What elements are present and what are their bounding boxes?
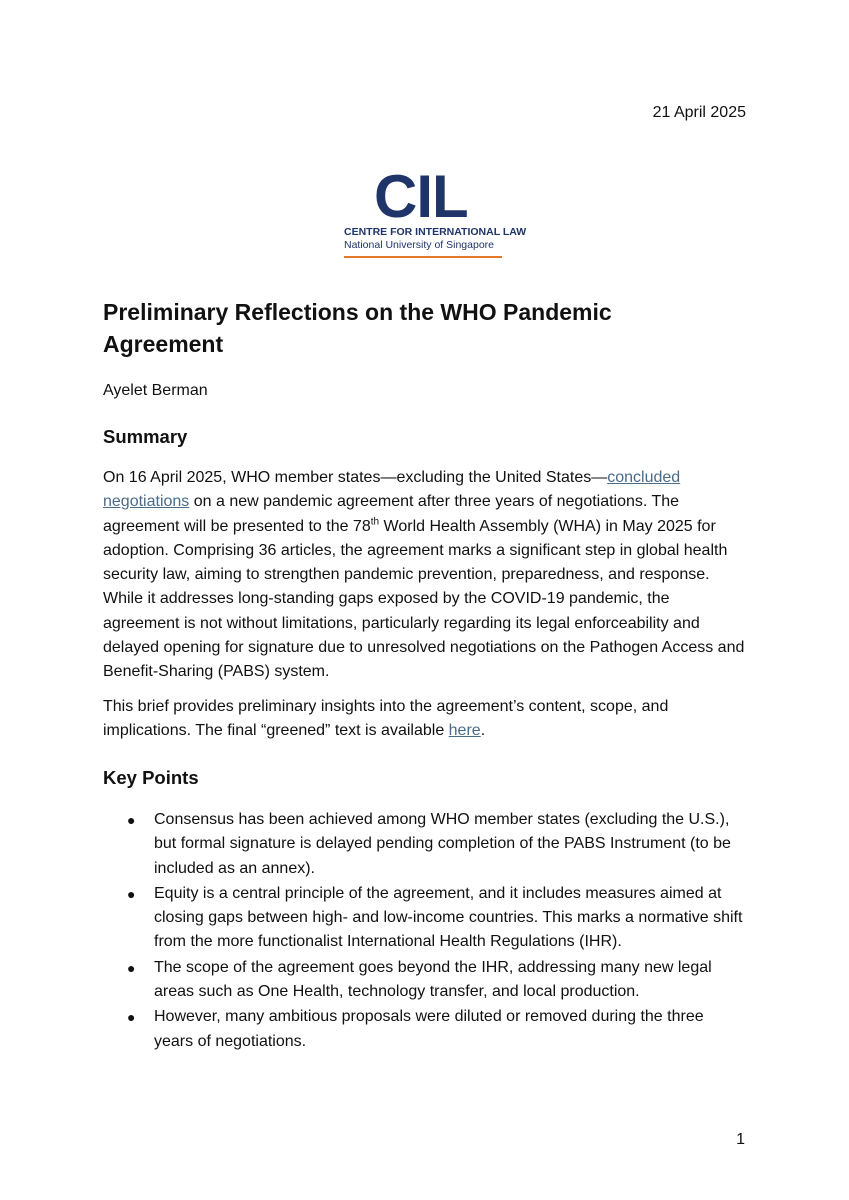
greened-text-link[interactable]: here [448,722,481,740]
summary-text: On 16 April 2025, WHO member states—excluding the United States— [103,469,608,486]
cil-logo [344,163,527,258]
list-item [127,956,747,1005]
logo-org-name: CENTRE FOR INTERNATIONAL LAW [344,226,527,238]
logo-mark: CIL [374,163,468,230]
logo-university: National University of Singapore [344,239,494,251]
document-title: Preliminary Reflections on the WHO Pandemic Agreement [103,299,612,357]
ordinal-superscript: th [370,516,380,528]
list-item-text: Consensus has been achieved among WHO member states (excluding the U.S.), but formal signature is delayed pending completion of the PABS Instrument (to be included as an annex). [154,811,731,877]
list-item [127,882,747,955]
bullet-icon: ● [127,812,136,828]
key-points-list [127,808,747,1055]
bullet-icon: ● [127,1009,136,1026]
summary-text: This brief provides preliminary insights into the agreement’s content, scope, and implications. The final “greened” text is available [103,698,669,740]
logo-underline [344,256,502,258]
list-item-text: However, many ambitious proposals were diluted or removed during the three years of negotiations. [154,1008,704,1050]
list-item-text: The scope of the agreement goes beyond the IHR, addressing many new legal areas such as One Health, technology transfer, and local production. [154,958,712,1001]
summary-paragraph-1 [103,466,748,685]
summary-text: World Health Assembly (WHA) in May 2025 for adoption. Comprising 36 articles, the agreement marks a significant step in global health security law, aiming to strengthen pandemic prevention, preparedness, and response. While it addresses long-standing gaps exposed by the COVID-19 pandemic, the agreement is not without limitations, particularly regarding its legal enforceability and delayed opening for signature due to unresolved negotiations on the Pathogen Access and Benefit-Sharing (PABS) system. [103,517,745,681]
document-author: Ayelet Berman [103,382,208,399]
list-item [127,808,747,881]
summary-text: . [480,722,486,740]
bullet-icon: ● [127,959,136,976]
summary-paragraph-2 [103,695,748,744]
page-number: 1 [736,1131,745,1148]
bullet-icon: ● [127,885,136,902]
concluded-negotiations-link[interactable]: concluded negotiations [103,469,681,511]
summary-text: on a new pandemic agreement after three years of negotiations. The agreement will be presented to the 78 [103,493,680,535]
list-item-text: Equity is a central principle of the agreement, and it includes measures aimed at closing gaps between high- and low-income countries. This marks a normative shift from the more functionalist International Health Regulations (IHR). [154,884,743,951]
summary-heading: Summary [103,426,188,447]
key-points-heading: Key Points [103,767,199,788]
document-date: 21 April 2025 [652,104,746,121]
list-item [127,1005,747,1054]
